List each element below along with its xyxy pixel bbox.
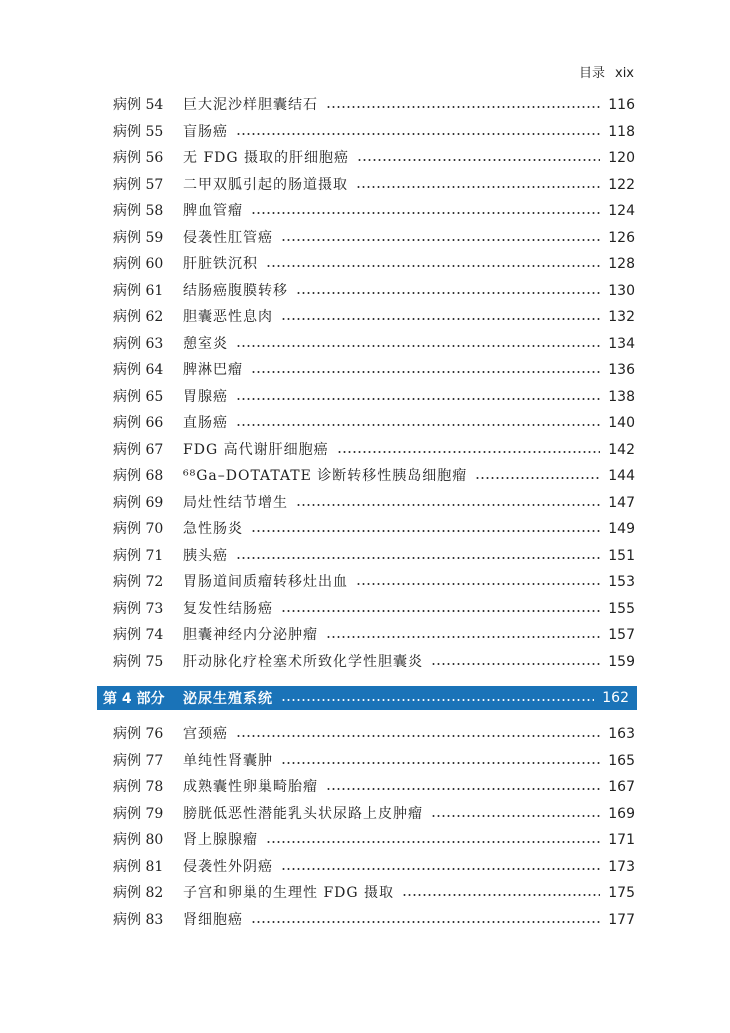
case-number: 病例 71: [113, 547, 164, 564]
page-number: 132: [608, 309, 635, 325]
leader-dots: [326, 105, 600, 109]
case-number: 病例 56: [113, 150, 164, 166]
toc-entry[interactable]: [113, 493, 635, 513]
toc-entry[interactable]: [113, 599, 635, 619]
page-number: 167: [608, 779, 635, 795]
toc-entry[interactable]: [113, 652, 635, 672]
toc-entry[interactable]: [113, 175, 635, 195]
toc-entry[interactable]: [113, 910, 635, 930]
page-number: 142: [608, 441, 635, 458]
case-number: 病例 64: [113, 362, 164, 378]
toc-entry[interactable]: [113, 413, 635, 433]
page-number: 124: [608, 203, 635, 219]
page-number: 163: [608, 726, 635, 742]
case-number: 病例 63: [113, 335, 164, 352]
leader-dots: [326, 787, 600, 791]
case-number: 病例 67: [113, 441, 164, 458]
page-number: 157: [608, 627, 635, 643]
case-number: 病例 73: [113, 600, 164, 617]
toc-entry[interactable]: [113, 122, 635, 142]
case-title: 局灶性结节增生: [183, 494, 288, 511]
case-number: 病例 66: [113, 415, 164, 431]
leader-dots: [236, 556, 600, 560]
page-number: 126: [608, 229, 635, 246]
case-title: FDG 高代谢肝细胞癌: [183, 441, 329, 458]
toc-entry[interactable]: [113, 387, 635, 407]
leader-dots: [296, 291, 600, 295]
section-page-number: 162: [602, 690, 629, 706]
leader-dots: [357, 158, 600, 162]
case-title: 胆囊恶性息肉: [183, 309, 273, 325]
page-number: 151: [608, 547, 635, 564]
case-number: 病例 79: [113, 805, 164, 822]
page-number: 138: [608, 388, 635, 405]
toc-entry[interactable]: [113, 857, 635, 877]
case-title: 肾细胞癌: [183, 911, 243, 928]
header-label: 目录: [578, 66, 605, 81]
page-number: 120: [608, 150, 635, 166]
page-header: [579, 62, 634, 81]
case-title: 肾上腺腺瘤: [183, 832, 258, 848]
leader-dots: [266, 264, 600, 268]
toc-entry[interactable]: [113, 307, 635, 327]
leader-dots: [296, 503, 600, 507]
toc-entry[interactable]: [113, 572, 635, 592]
case-title: 急性肠炎: [183, 521, 243, 537]
case-number: 病例 59: [113, 229, 164, 246]
page-number: 134: [608, 335, 635, 352]
leader-dots: [236, 344, 600, 348]
page-number: 118: [608, 123, 635, 140]
section-title: 泌尿生殖系统: [183, 691, 273, 707]
leader-dots: [431, 662, 600, 666]
leader-dots: [337, 450, 601, 454]
leader-dots: [251, 529, 600, 533]
case-title: 宫颈癌: [183, 726, 228, 742]
page-number: 173: [608, 858, 635, 875]
case-title: 二甲双胍引起的肠道摄取: [183, 176, 348, 193]
toc-entry[interactable]: [113, 281, 635, 301]
leader-dots: [281, 867, 600, 871]
leader-dots: [326, 635, 600, 639]
page-number: 155: [608, 600, 635, 617]
toc-entry[interactable]: [113, 360, 635, 380]
toc-entry[interactable]: [113, 625, 635, 645]
page-number: 122: [608, 176, 635, 193]
case-title: 直肠癌: [183, 415, 228, 431]
toc-entry[interactable]: [113, 201, 635, 221]
toc-entry[interactable]: [113, 519, 635, 539]
case-number: 病例 75: [113, 653, 164, 670]
case-title: 侵袭性肛管癌: [183, 229, 273, 246]
case-number: 病例 68: [113, 468, 164, 484]
toc-entry[interactable]: [113, 440, 635, 460]
case-title: 膀胱低恶性潜能乳头状尿路上皮肿瘤: [183, 805, 423, 822]
case-number: 病例 80: [113, 832, 164, 848]
toc-entry[interactable]: [113, 254, 635, 274]
leader-dots: [236, 423, 600, 427]
case-title: 脾血管瘤: [183, 203, 243, 219]
page-number: 149: [608, 521, 635, 537]
leader-dots: [266, 840, 600, 844]
page-number: 140: [608, 415, 635, 431]
section-leader-dots: [281, 698, 594, 702]
toc-entry[interactable]: [113, 883, 635, 903]
case-title: 复发性结肠癌: [183, 600, 273, 617]
case-title: ⁶⁸Ga–DOTATATE 诊断转移性胰岛细胞瘤: [183, 468, 468, 484]
page-number: 153: [608, 574, 635, 590]
leader-dots: [281, 609, 600, 613]
leader-dots: [281, 317, 600, 321]
page-number: 144: [608, 468, 635, 484]
leader-dots: [236, 132, 600, 136]
page-number: 171: [608, 832, 635, 848]
case-title: 子宫和卵巢的生理性 FDG 摄取: [183, 885, 395, 901]
page-number: 130: [608, 282, 635, 299]
toc-entry[interactable]: [113, 804, 635, 824]
toc-entry[interactable]: [113, 777, 635, 797]
page-number: 177: [608, 911, 635, 928]
case-title: 侵袭性外阴癌: [183, 858, 273, 875]
case-number: 病例 81: [113, 858, 164, 875]
toc-entry[interactable]: [113, 546, 635, 566]
leader-dots: [251, 370, 600, 374]
toc-entry[interactable]: [113, 830, 635, 850]
case-number: 病例 77: [113, 752, 164, 769]
case-title: 结肠癌腹膜转移: [183, 282, 288, 299]
case-number: 病例 62: [113, 309, 164, 325]
leader-dots: [236, 397, 600, 401]
case-number: 病例 69: [113, 494, 164, 511]
page-number: 136: [608, 362, 635, 378]
toc-entry[interactable]: [113, 148, 635, 168]
leader-dots: [402, 893, 600, 897]
case-title: 胃腺癌: [183, 388, 228, 405]
case-title: 无 FDG 摄取的肝细胞癌: [183, 150, 350, 166]
toc-entry[interactable]: [113, 724, 635, 744]
page-number: 159: [608, 653, 635, 670]
case-title: 憩室炎: [183, 335, 228, 352]
leader-dots: [281, 238, 600, 242]
leader-dots: [236, 734, 600, 738]
page-number: 169: [608, 805, 635, 822]
case-number: 病例 58: [113, 203, 164, 219]
case-number: 病例 83: [113, 911, 164, 928]
case-title: 胆囊神经内分泌肿瘤: [183, 627, 318, 643]
case-title: 脾淋巴瘤: [183, 362, 243, 378]
leader-dots: [431, 814, 600, 818]
case-number: 病例 57: [113, 176, 164, 193]
page-number: 116: [608, 97, 635, 113]
case-number: 病例 74: [113, 627, 164, 643]
case-number: 病例 54: [113, 97, 164, 113]
leader-dots: [251, 920, 600, 924]
leader-dots: [356, 582, 600, 586]
case-title: 单纯性肾囊肿: [183, 752, 273, 769]
case-number: 病例 78: [113, 779, 164, 795]
leader-dots: [356, 185, 600, 189]
case-title: 肝脏铁沉积: [183, 256, 258, 272]
case-number: 病例 76: [113, 726, 164, 742]
leader-dots: [475, 476, 600, 480]
case-title: 胰头癌: [183, 547, 228, 564]
leader-dots: [281, 761, 600, 765]
toc-entry[interactable]: [113, 334, 635, 354]
case-title: 巨大泥沙样胆囊结石: [183, 97, 318, 113]
case-title: 盲肠癌: [183, 123, 228, 140]
page-number: 175: [608, 885, 635, 901]
toc-entry[interactable]: [113, 751, 635, 771]
case-number: 病例 65: [113, 388, 164, 405]
case-number: 病例 70: [113, 521, 164, 537]
page-number: 165: [608, 752, 635, 769]
case-number: 病例 55: [113, 123, 164, 140]
page-number: 128: [608, 256, 635, 272]
page-number: 147: [608, 494, 635, 511]
toc-entry[interactable]: [113, 95, 635, 115]
toc-entry[interactable]: [113, 228, 635, 248]
leader-dots: [251, 211, 600, 215]
section-part-number: 第 4 部分: [103, 691, 165, 707]
case-number: 病例 61: [113, 282, 164, 299]
case-title: 胃肠道间质瘤转移灶出血: [183, 574, 348, 590]
case-number: 病例 82: [113, 885, 164, 901]
toc-entry[interactable]: [113, 466, 635, 486]
case-number: 病例 72: [113, 574, 164, 590]
header-page-number: xix: [615, 66, 634, 81]
section-heading[interactable]: [97, 686, 637, 710]
case-title: 成熟囊性卵巢畸胎瘤: [183, 779, 318, 795]
case-title: 肝动脉化疗栓塞术所致化学性胆囊炎: [183, 653, 423, 670]
case-number: 病例 60: [113, 256, 164, 272]
